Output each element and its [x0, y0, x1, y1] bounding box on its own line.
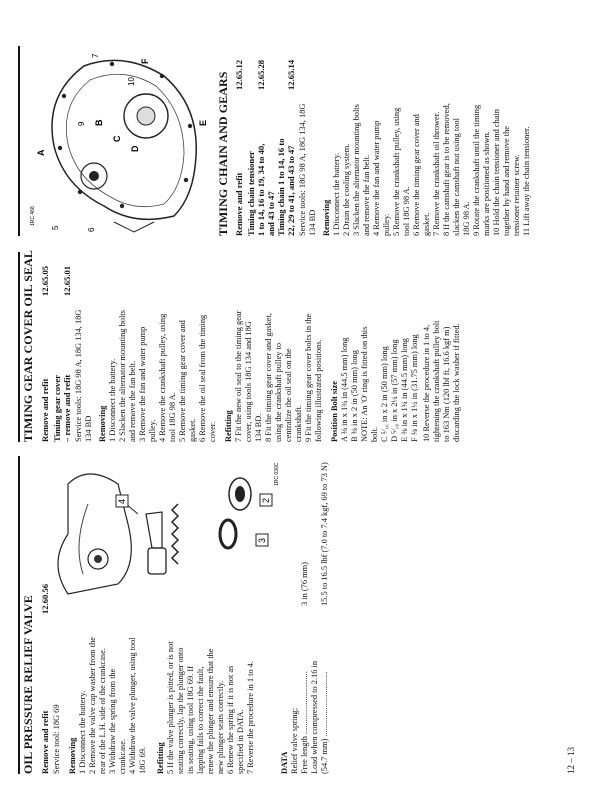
figure-callout-7: 7: [91, 53, 100, 58]
oil-valve-title: OIL PRESSURE RELIEF VALVE: [21, 595, 35, 774]
figure-label-e: E: [198, 119, 208, 126]
oil-seal-removing-line: pulley.: [148, 419, 157, 442]
oil-seal-sub-title-1: Timing gear cover: [52, 375, 62, 442]
chain-removing-line: marks are positioned as shown.: [482, 131, 491, 236]
oil-seal-refitting-line: 7 Fit the new oil seal to the timing gear: [234, 310, 243, 442]
chain-removing-line: 6 Remove the timing gear cover and: [412, 114, 421, 236]
oil-seal-refitting-line: following illustrated positions.: [314, 339, 323, 442]
oil-valve-refitting-line: its seating, using tool 18G 69. If: [186, 666, 195, 774]
oil-seal-refitting-line: crankshaft.: [294, 405, 303, 442]
chain-removing-line: 3 Slacken the alternator mounting bolts: [352, 104, 361, 236]
oil-seal-service-tools: 134 BD: [84, 415, 93, 442]
bolt-position-a: A ⅜ in x 1¾ in (44.5 mm) long: [340, 337, 349, 442]
rotated-manual-page: [18, 34, 578, 774]
chain-title: TIMING CHAIN AND GEARS: [216, 71, 230, 236]
chain-removing-line: 11 Lift away the chain tensioner.: [522, 126, 531, 236]
chain-removing-line: 7 Remove the crankshaft oil thrower.: [432, 111, 441, 236]
oil-valve-load-value: 15.5 to 16.5 lbf (7.0 to 7.4 kgf, 69 to 73 N): [320, 462, 329, 606]
bolt-position-c: C ⁵⁄₁₆ in x 2 in (50 mm) long: [380, 346, 389, 442]
oil-valve-refitting-line: 6 Renew the spring if it is not as: [226, 665, 235, 774]
figure-callout-6: 6: [87, 227, 96, 232]
chain-sub-line: and 43 to 47: [266, 191, 276, 236]
figure-label-b: B: [94, 119, 104, 126]
oil-valve-remove-refit: Remove and refit: [40, 710, 50, 774]
bolt-note: NOTE: An 'O' ring is fitted on this: [360, 326, 369, 442]
oil-valve-refitting-heading: Refitting: [156, 742, 165, 774]
figure-callout-9: 9: [77, 121, 86, 126]
top-rule: [18, 46, 20, 236]
oil-valve-refitting-line: specified in DATA.: [236, 709, 245, 774]
oil-seal-removing-line: 3 Remove the fan and water pump: [138, 326, 147, 442]
oil-valve-data-line: Relief valve spring:: [290, 707, 299, 774]
oil-valve-refitting-line: 5 If the valve plunger is pitted, or is not: [166, 641, 175, 774]
oil-valve-removing-line: 2 Remove the valve cap washer from the: [88, 637, 97, 774]
oil-seal-refitting-line: cover, using tools 18G 134 and 18G: [244, 321, 253, 442]
figure-label-c: C: [112, 135, 122, 142]
chain-removing-line: together by hand and remove the: [502, 126, 511, 236]
chain-service-tools: 134 BD: [308, 209, 317, 236]
oil-valve-data-line: Free length ..............................: [300, 671, 309, 774]
oil-seal-sub-title-2: – remove and refit: [62, 374, 72, 442]
oil-valve-refitting-line: new plunger seats correctly.: [216, 680, 225, 774]
oil-valve-removing-line: 1 Disconnect the battery.: [78, 690, 87, 774]
oil-valve-service-tool: Service tool: 18G 69: [52, 704, 61, 774]
chain-removing-line: gasket.: [422, 212, 431, 236]
chain-removing-line: 5 Remove the crankshaft pulley, using: [392, 107, 401, 236]
chain-removing-line: tensioner retainer screw.: [512, 154, 521, 236]
bolt-position-b: B ⅜ in x 2 in (50 mm) long: [350, 350, 359, 442]
bolt-note: bolt.: [370, 426, 379, 442]
oil-valve-data-heading: DATA: [280, 751, 289, 774]
column-timing-gear-cover-oil-seal: [18, 252, 578, 442]
chain-removing-line: tool 18G 98 A.: [402, 186, 411, 236]
oil-valve-removing-line: 3 Withdraw the spring from the: [108, 668, 117, 774]
oil-seal-title: TIMING GEAR COVER OIL SEAL: [21, 250, 35, 442]
chain-sub-line: 1 to 14, 16 to 19, 34 to 40,: [256, 143, 266, 236]
oil-valve-figure-code: 1RC 030C: [274, 462, 280, 486]
chain-sub-code: 12.65.14: [286, 59, 296, 90]
oil-seal-removing-line: cover.: [208, 421, 217, 442]
oil-seal-refitting-line: using the crankshaft pulley to: [274, 342, 283, 442]
oil-seal-removing-line: and remove the fan belt.: [128, 360, 137, 442]
chain-sub-code: 12.65.28: [256, 59, 266, 90]
figure-label-d: D: [130, 145, 140, 152]
oil-valve-refitting-line: renew the plunger and ensure that the: [206, 648, 215, 774]
callout-2: 2: [261, 497, 271, 503]
oil-seal-removing-line: gasket.: [188, 418, 197, 442]
oil-seal-code-1: 12.65.05: [40, 265, 50, 296]
oil-seal-removing-line: 2 Slacken the alternator mounting bolts: [118, 310, 127, 442]
oil-valve-free-length-value: 3 in (76 mm): [300, 562, 309, 606]
oil-seal-refitting-line: to 163 Nm (120 lbf ft, 16.6 kgf m): [442, 326, 451, 442]
bolt-position-d: D ⁵⁄₁₆ in x 2¼ in (57 mm) long: [390, 339, 399, 442]
oil-valve-illustration: [28, 458, 288, 604]
oil-seal-refitting-line: centralize the oil seal on the: [284, 348, 293, 442]
chain-removing-line: 9 Rotate the crankshaft until the timing: [472, 104, 481, 236]
figure-callout-5: 5: [51, 225, 60, 230]
oil-valve-data-line: (54.7 mm) ...............................: [320, 671, 329, 774]
oil-valve-refitting-line: lapping fails to correct the fault,: [196, 666, 205, 774]
oil-valve-data-line: Load when compressed to 2.16 in: [310, 660, 319, 774]
oil-seal-removing-line: 4 Remove the crankshaft pulley, using: [158, 313, 167, 442]
oil-seal-removing-line: tool 18G 98 A.: [168, 392, 177, 442]
column-timing-chain-and-gears: [18, 46, 578, 236]
oil-seal-refitting-line: tightening the crankshaft pulley bolt: [432, 320, 441, 442]
oil-valve-refitting-line: 7 Reverse the procedure in 1 to 4.: [246, 660, 255, 774]
oil-valve-code: 12.60.56: [40, 583, 50, 614]
oil-seal-remove-refit: Remove and refit: [40, 378, 50, 442]
figure-label-f: F: [140, 58, 150, 64]
chain-service-tools: Service tools: 18G 98 A, 18G 134, 18G: [298, 103, 307, 236]
oil-seal-removing-line: 5 Remove the timing gear cover and: [178, 320, 187, 442]
chain-removing-line: 18G 98 A.: [462, 201, 471, 236]
oil-valve-removing-line: 18G 69.: [138, 747, 147, 774]
timing-gear-cover-illustration: [24, 46, 210, 236]
chain-removing-line: 1 Disconnect the battery.: [332, 152, 341, 236]
oil-seal-refitting-line: 9 Fit the timing gear cover bolts in the: [304, 313, 313, 442]
bolt-position-f: F ⅜ in x 1¼ in (31.75 mm) long: [410, 334, 419, 442]
oil-seal-refitting-heading: Refitting: [224, 410, 233, 442]
oil-seal-service-tools: Service tools: 18G 98 A, 18G 134, 18G: [74, 309, 83, 442]
oil-seal-refitting-line: 134 BD.: [254, 413, 263, 442]
oil-valve-removing-heading: Removing: [68, 737, 77, 774]
callout-3: 3: [257, 537, 267, 543]
chain-removing-line: and remove the fan belt.: [362, 154, 371, 236]
chain-removing-line: 10 Hold the chain tensioner and chain: [492, 109, 501, 236]
oil-seal-removing-line: 6 Remove the oil seal from the timing: [198, 314, 207, 442]
oil-valve-removing-line: rear of the L.H. side of the crankcase.: [98, 647, 107, 774]
chain-figure-code: 1RC 468: [30, 206, 36, 226]
chain-code: 12.65.12: [234, 59, 244, 90]
figure-callout-10: 10: [127, 77, 136, 86]
oil-valve-removing-line: 4 Withdraw the valve plunger, using tool: [128, 637, 137, 774]
oil-valve-removing-line: crankcase.: [118, 738, 127, 774]
chain-removing-line: pulley.: [382, 213, 391, 236]
oil-seal-refitting-line: 10 Reverse the procedure in 1 to 4,: [422, 324, 431, 442]
top-rule: [18, 252, 20, 442]
chain-sub-line: Timing chain 1 to 14, 16 to: [276, 138, 286, 236]
chain-sub-line: Timing chain tensioner: [246, 151, 256, 236]
bolt-table-header: Position Bolt size: [330, 381, 339, 442]
column-oil-pressure-relief-valve: [18, 456, 578, 774]
chain-removing-line: 4 Remove the fan and water pump: [372, 120, 381, 236]
chain-sub-line: 22, 29 to 41, and 43 to 47: [286, 145, 296, 236]
figure-label-a: A: [36, 149, 46, 156]
oil-seal-removing-heading: Removing: [98, 405, 107, 442]
oil-seal-refitting-line: 8 Fit the timing gear cover and gasket,: [264, 313, 273, 442]
chain-removing-line: slacken the camshaft nut using tool: [452, 118, 461, 236]
chain-removing-line: 2 Drain the cooling system.: [342, 143, 351, 236]
bolt-position-e: E ⅜ in x 1¾ in (44.5 mm) long: [400, 338, 409, 442]
oil-seal-refitting-line: discarding the lock washer if fitted.: [452, 323, 461, 442]
chain-removing-line: 8 If the camshaft gear is to be removed,: [442, 103, 451, 236]
oil-valve-refitting-line: seating correctly, lap the plunger onto: [176, 647, 185, 774]
oil-seal-removing-line: 1 Disconnect the battery.: [108, 358, 117, 442]
callout-4: 4: [117, 498, 127, 504]
page-number: 12 – 13: [566, 747, 576, 774]
oil-seal-code-2: 12.65.01: [62, 265, 72, 296]
chain-removing-heading: Removing: [322, 199, 331, 236]
chain-remove-refit: Remove and refit: [234, 172, 244, 236]
top-rule: [18, 456, 20, 774]
